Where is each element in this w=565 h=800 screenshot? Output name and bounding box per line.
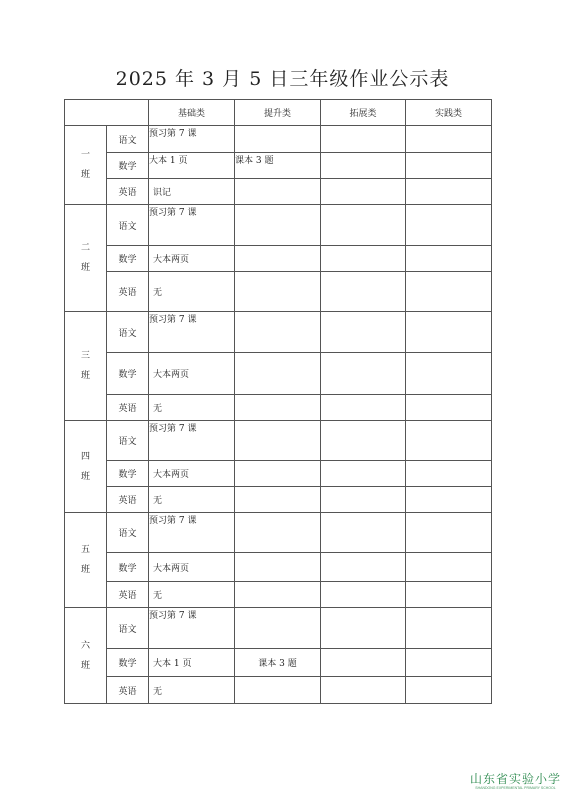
advanced-cell — [235, 126, 321, 153]
basic-cell: 大本 1 页 — [149, 649, 235, 677]
class-name-char: 班 — [80, 371, 90, 381]
basic-cell: 无 — [149, 582, 235, 608]
practice-cell — [406, 677, 492, 704]
practice-cell — [406, 179, 492, 205]
advanced-cell — [235, 272, 321, 312]
class-name-char: 班 — [80, 170, 90, 180]
practice-cell — [406, 126, 492, 153]
table-row — [65, 487, 492, 513]
basic-cell: 预习第 7 课 — [149, 312, 235, 353]
basic-cell: 预习第 7 课 — [149, 421, 235, 461]
table-row — [65, 126, 492, 153]
subject-label: 英语 — [107, 395, 149, 421]
extended-cell — [321, 553, 406, 582]
practice-cell — [406, 272, 492, 312]
table-row — [65, 353, 492, 395]
extended-cell — [321, 312, 406, 353]
subject-label: 语文 — [107, 513, 149, 553]
advanced-cell — [235, 246, 321, 272]
table-row — [65, 582, 492, 608]
basic-cell: 无 — [149, 487, 235, 513]
page-title: 2025 年 3 月 5 日三年级作业公示表 — [115, 68, 450, 90]
basic-cell: 识记 — [149, 179, 235, 205]
extended-cell — [321, 649, 406, 677]
extended-cell — [321, 153, 406, 179]
table-row — [65, 153, 492, 179]
advanced-cell — [235, 353, 321, 395]
advanced-cell — [235, 513, 321, 553]
extended-cell — [321, 461, 406, 487]
table-header-row — [65, 100, 492, 126]
basic-cell: 大本两页 — [149, 553, 235, 582]
extended-cell — [321, 513, 406, 553]
advanced-cell — [235, 395, 321, 421]
table-row — [65, 395, 492, 421]
subject-label: 语文 — [107, 312, 149, 353]
table-row — [65, 246, 492, 272]
advanced-cell — [235, 553, 321, 582]
advanced-cell — [235, 421, 321, 461]
basic-cell: 无 — [149, 677, 235, 704]
extended-cell — [321, 677, 406, 704]
class-name-char: 班 — [80, 471, 90, 482]
basic-cell: 预习第 7 课 — [149, 608, 235, 649]
class-label — [65, 513, 107, 608]
practice-cell — [406, 205, 492, 246]
subject-label: 数学 — [107, 153, 149, 179]
class-label — [65, 312, 107, 421]
class-label — [65, 608, 107, 704]
subject-label: 语文 — [107, 608, 149, 649]
basic-cell: 大本 1 页 — [149, 153, 235, 179]
practice-cell — [406, 461, 492, 487]
basic-cell: 预习第 7 课 — [149, 205, 235, 246]
table-row — [65, 649, 492, 677]
subject-label: 数学 — [107, 649, 149, 677]
subject-label: 数学 — [107, 246, 149, 272]
table-row — [65, 608, 492, 649]
extended-cell — [321, 395, 406, 421]
practice-cell — [406, 353, 492, 395]
school-name-en: SHANDONG EXPERIMENTAL PRIMARY SCHOOL — [475, 786, 556, 790]
extended-cell — [321, 353, 406, 395]
class-label — [65, 205, 107, 312]
corner-header — [65, 100, 149, 126]
extended-cell — [321, 205, 406, 246]
practice-cell — [406, 487, 492, 513]
school-name-cn: 山东省实验小学 — [469, 772, 561, 786]
class-name-char: 六 — [80, 640, 90, 651]
basic-cell: 大本两页 — [149, 353, 235, 395]
subject-label: 语文 — [107, 205, 149, 246]
practice-cell — [406, 513, 492, 553]
practice-cell — [406, 649, 492, 677]
subject-label: 英语 — [107, 582, 149, 608]
basic-cell: 无 — [149, 272, 235, 312]
advanced-cell: 课本 3 题 — [235, 153, 321, 179]
subject-label: 数学 — [107, 461, 149, 487]
table-row — [65, 272, 492, 312]
extended-cell — [321, 487, 406, 513]
basic-cell: 大本两页 — [149, 461, 235, 487]
advanced-cell — [235, 608, 321, 649]
advanced-cell — [235, 461, 321, 487]
practice-cell — [406, 395, 492, 421]
extended-cell — [321, 179, 406, 205]
subject-label: 英语 — [107, 677, 149, 704]
class-name-char: 班 — [80, 263, 90, 273]
column-header-advanced: 提升类 — [235, 100, 321, 126]
class-label — [65, 421, 107, 513]
extended-cell — [321, 272, 406, 312]
column-header-basic: 基础类 — [149, 100, 235, 126]
advanced-cell: 课本 3 题 — [235, 649, 321, 677]
class-label — [65, 126, 107, 205]
extended-cell — [321, 126, 406, 153]
class-name-char: 三 — [80, 351, 90, 361]
subject-label: 语文 — [107, 126, 149, 153]
homework-table — [64, 99, 492, 704]
table-row — [65, 421, 492, 461]
basic-cell: 无 — [149, 395, 235, 421]
class-name-char: 二 — [80, 243, 90, 253]
table-row — [65, 513, 492, 553]
practice-cell — [406, 421, 492, 461]
table-row — [65, 312, 492, 353]
advanced-cell — [235, 487, 321, 513]
column-header-practice: 实践类 — [406, 100, 492, 126]
table-row — [65, 179, 492, 205]
practice-cell — [406, 153, 492, 179]
table-row — [65, 461, 492, 487]
advanced-cell — [235, 205, 321, 246]
subject-label: 英语 — [107, 487, 149, 513]
school-logo — [468, 772, 563, 798]
basic-cell: 预习第 7 课 — [149, 513, 235, 553]
advanced-cell — [235, 582, 321, 608]
advanced-cell — [235, 312, 321, 353]
subject-label: 数学 — [107, 553, 149, 582]
practice-cell — [406, 312, 492, 353]
basic-cell: 预习第 7 课 — [149, 126, 235, 153]
subject-label: 语文 — [107, 421, 149, 461]
advanced-cell — [235, 179, 321, 205]
advanced-cell — [235, 677, 321, 704]
class-name-char: 班 — [80, 565, 90, 575]
practice-cell — [406, 553, 492, 582]
basic-cell: 大本两页 — [149, 246, 235, 272]
extended-cell — [321, 421, 406, 461]
extended-cell — [321, 246, 406, 272]
subject-label: 英语 — [107, 179, 149, 205]
table-row — [65, 205, 492, 246]
extended-cell — [321, 608, 406, 649]
practice-cell — [406, 608, 492, 649]
column-header-extended: 拓展类 — [321, 100, 406, 126]
class-name-char: 五 — [80, 545, 90, 555]
class-name-char: 四 — [80, 451, 90, 462]
table-row — [65, 677, 492, 704]
subject-label: 英语 — [107, 272, 149, 312]
practice-cell — [406, 582, 492, 608]
class-name-char: 一 — [80, 150, 90, 160]
table-row — [65, 553, 492, 582]
subject-label: 数学 — [107, 353, 149, 395]
practice-cell — [406, 246, 492, 272]
extended-cell — [321, 582, 406, 608]
class-name-char: 班 — [80, 660, 90, 671]
